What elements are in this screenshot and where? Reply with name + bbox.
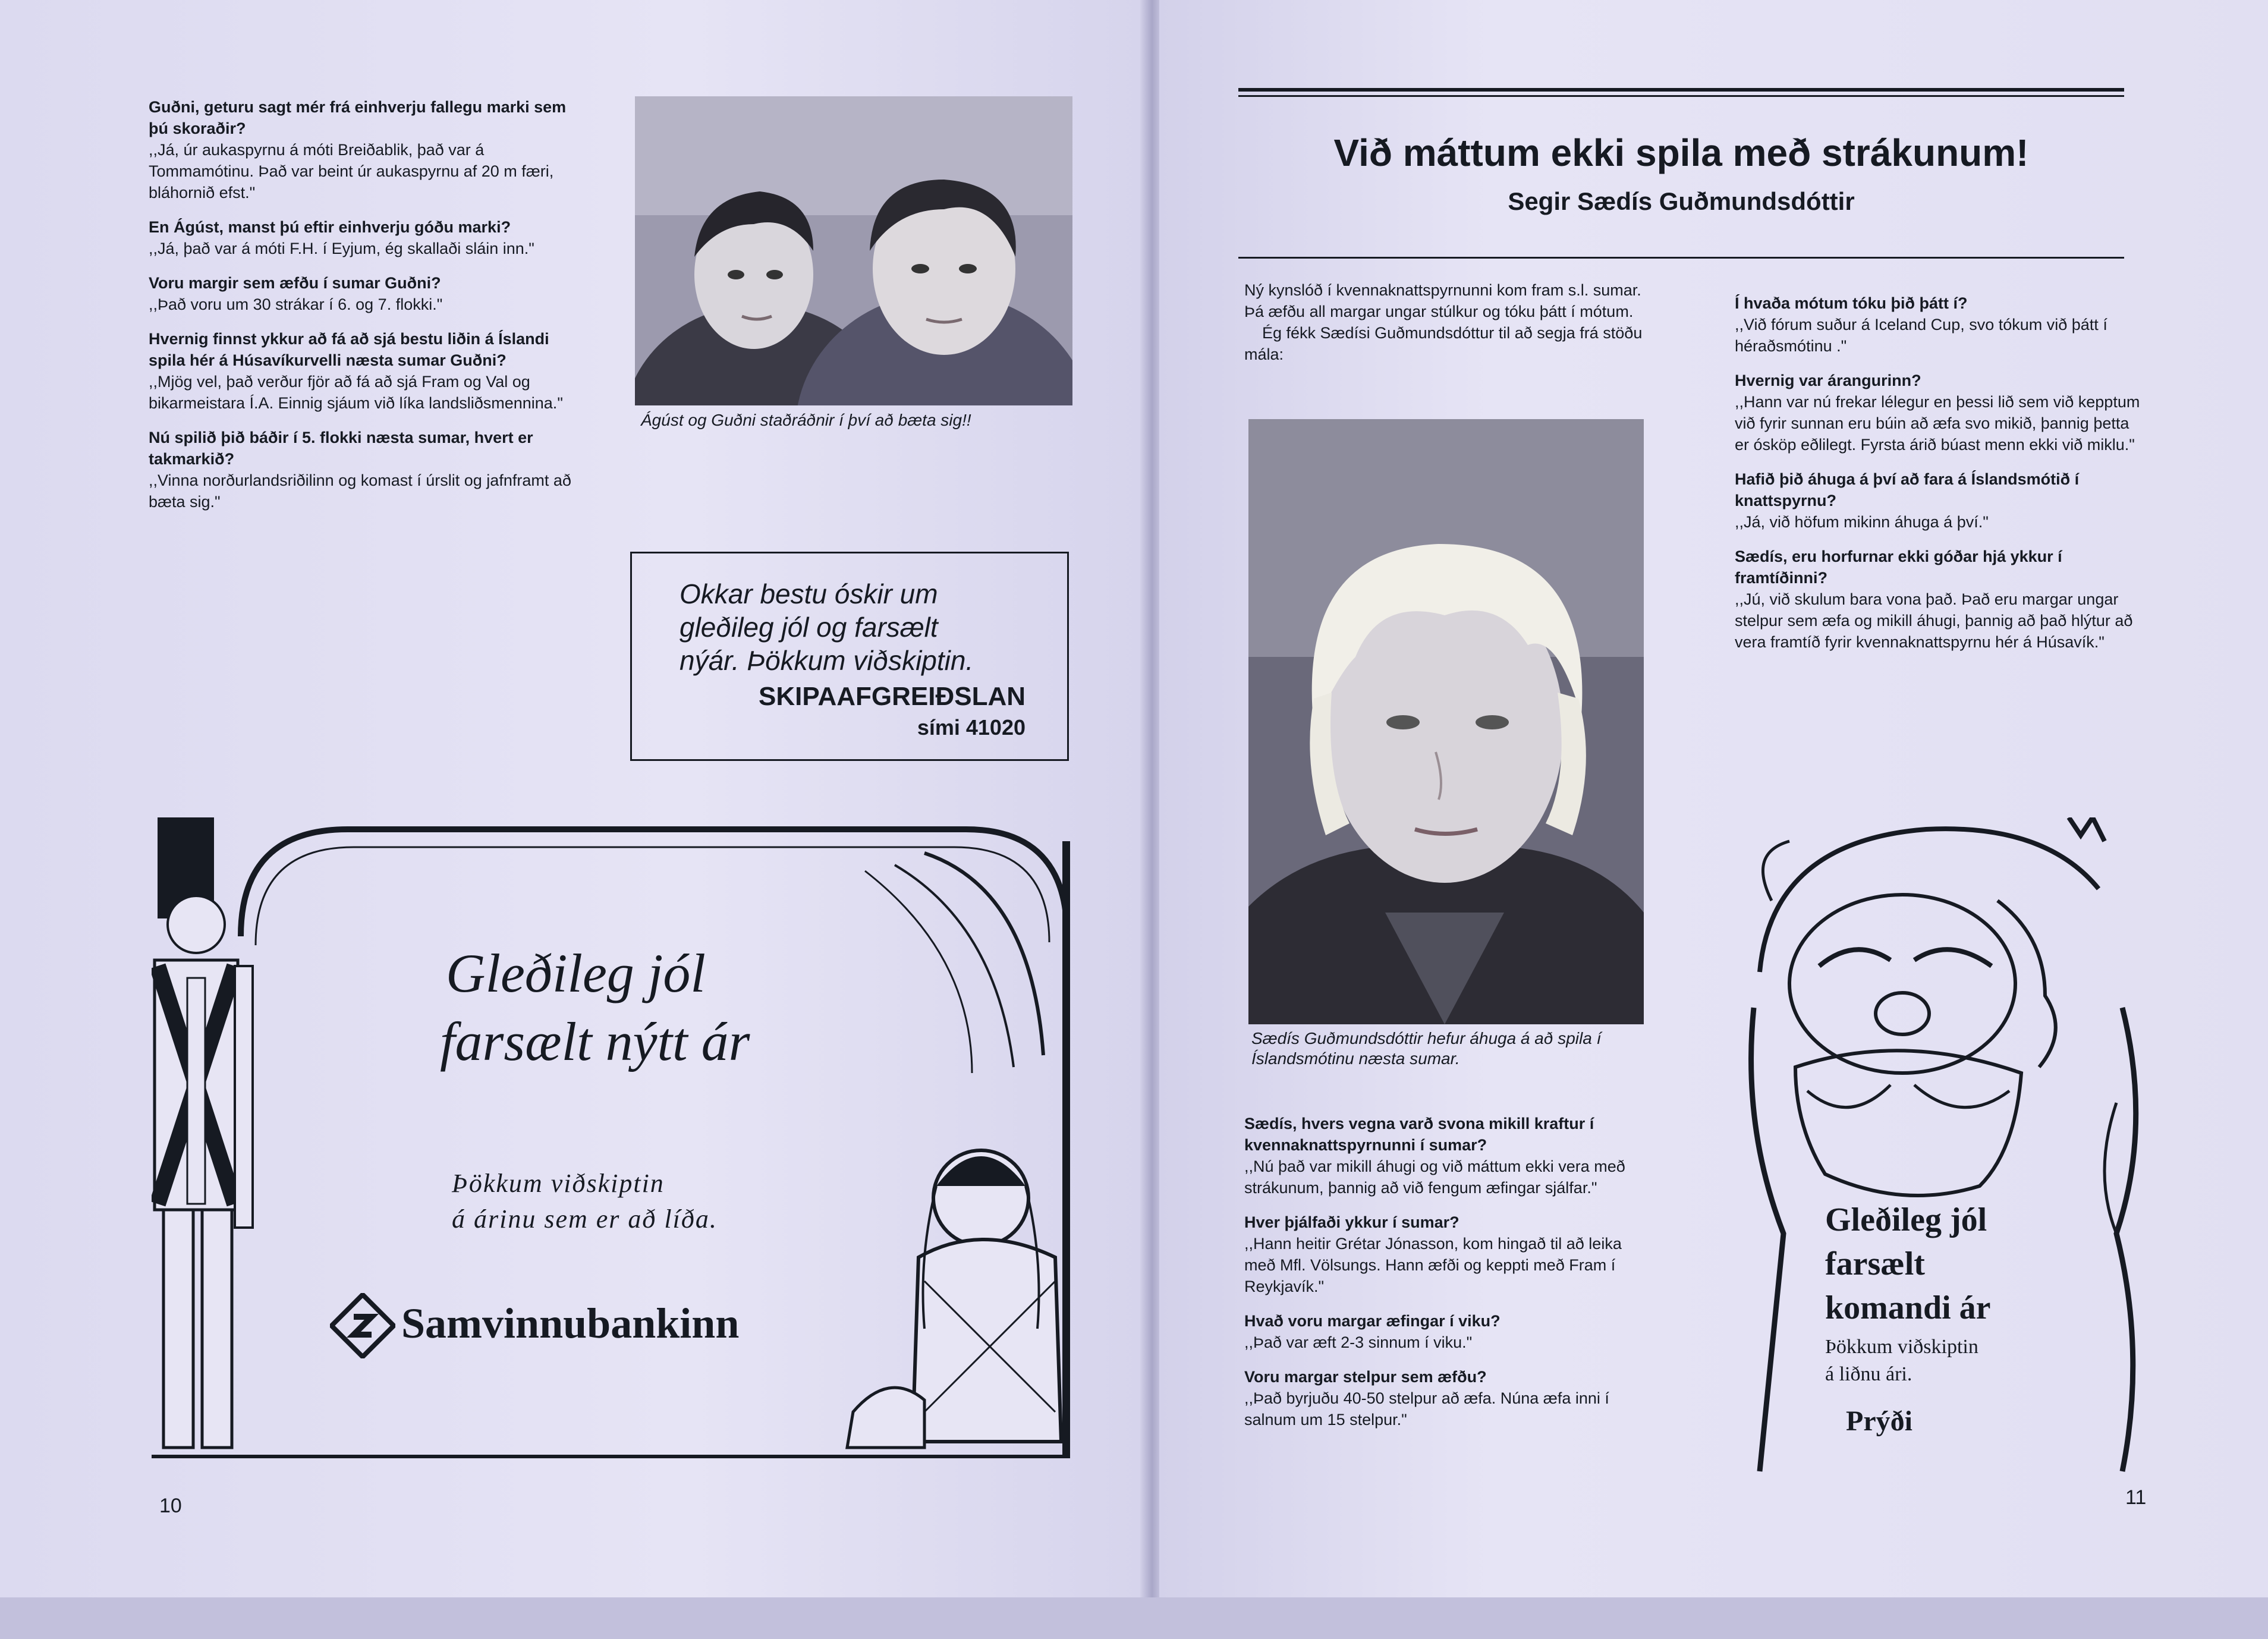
santa-ad-line: komandi ár: [1825, 1289, 1991, 1326]
saedis-interview-right: [1735, 292, 2145, 653]
saedis-photo: [1248, 419, 1644, 1024]
interview-answer: ,,Vinna norðurlandsriðilinn og komast í úrslit og jafnframt að bæta sig.": [149, 471, 571, 511]
interview-question: Í hvaða mótum tóku þið þátt í?: [1735, 294, 1968, 312]
article-headline: Við máttum ekki spila með strákunum!: [1333, 131, 2029, 174]
intro-paragraph: Ný kynslóð í kvennaknattspyrnunni kom fram s.l. sumar. Þá æfðu all margar ungar stúlkur og tóku þátt í mótum.: [1244, 281, 1641, 320]
table-surface: [0, 1597, 2268, 1639]
shipping-company-name: SKIPAAFGREIÐSLAN: [759, 682, 1026, 711]
boys-interview: [149, 96, 577, 512]
santa-ad-greeting: [1825, 1198, 1991, 1330]
interview-question: Hvað voru margar æfingar í viku?: [1244, 1312, 1501, 1330]
interview-answer: ,,Já, við höfum mikinn áhuga á því.": [1735, 513, 1989, 531]
boys-photo-caption: Ágúst og Guðni staðráðnir í því að bæta sig!!: [641, 411, 971, 429]
interview-question: Guðni, geturu sagt mér frá einhverju fallegu marki sem þú skoraðir?: [149, 98, 567, 137]
page-number: 11: [2125, 1486, 2147, 1509]
interview-question: Hver þjálfaði ykkur í sumar?: [1244, 1213, 1459, 1231]
shipping-ad: [630, 552, 1069, 761]
santa-ad-thanks-line: á liðnu ári.: [1825, 1363, 1912, 1385]
interview-answer: ,,Mjög vel, það verður fjör að fá að sjá Fram og Val og bikarmeistara Í.A. Einnig sjáum við líka landsliðsmennina.": [149, 373, 563, 412]
interview-answer: ,,Það byrjuðu 40-50 stelpur að æfa. Núna æfa inni í salnum um 15 stelpur.": [1244, 1389, 1609, 1429]
interview-answer: ,,Við fórum suður á Iceland Cup, svo tókum við þátt í héraðsmótinu .": [1735, 316, 2107, 355]
interview-answer: ,,Nú það var mikill áhugi og við máttum ekki vera með strákunum, þannig að við fengum æfingar sjálfar.": [1244, 1157, 1625, 1197]
interview-question: Hafið þið áhuga á því að fara á Íslandsmótið í knattspyrnu?: [1735, 470, 2080, 509]
interview-question: Sædís, hvers vegna varð svona mikill kraftur í kvennaknattspyrnunni í sumar?: [1244, 1115, 1594, 1154]
page-number: 10: [159, 1495, 182, 1517]
santa-ad-line: Gleðileg jól: [1825, 1201, 1987, 1238]
saedis-interview-left: [1244, 1113, 1654, 1430]
interview-answer: ,,Það voru um 30 strákar í 6. og 7. flokki.": [149, 295, 443, 313]
article-subhead: Segir Sædís Guðmundsdóttir: [1508, 187, 1855, 215]
boys-photo: [635, 96, 1072, 405]
santa-ad-line: farsælt: [1825, 1245, 1925, 1282]
shipping-ad-line: Okkar bestu óskir um: [680, 578, 938, 609]
interview-answer: ,,Já, úr aukaspyrnu á móti Breiðablik, það var á Tommamótinu. Það var beint úr aukaspyrnu af 20 m færi, bláhornið efst.": [149, 141, 554, 202]
bank-ad-thanks: á árinu sem er að líða.: [452, 1204, 718, 1234]
saedis-photo-caption: Sædís Guðmundsdóttir hefur áhuga á að spila í Íslandsmótinu næsta sumar.: [1251, 1029, 1602, 1068]
bank-ad-greeting: Gleðileg jól: [446, 943, 706, 1003]
interview-question: Voru margar stelpur sem æfðu?: [1244, 1368, 1487, 1386]
bank-ad-thanks: Þökkum viðskiptin: [452, 1169, 665, 1198]
interview-answer: ,,Hann var nú frekar lélegur en þessi lið sem við kepptum við fyrir sunnan eru búin að æfa svo mikið, þannig þetta er ósköp eðlilegt. Fyrsta árið búast menn ekki við miklu.": [1735, 393, 2140, 454]
santa-ad-sender: Prýði: [1846, 1405, 1912, 1437]
bank-name: Samvinnubankinn: [401, 1300, 740, 1347]
top-rule: [1238, 88, 2124, 92]
interview-question: Voru margir sem æfðu í sumar Guðni?: [149, 274, 441, 292]
santa-ad-thanks: [1825, 1333, 1978, 1388]
interview-question: Hvernig var árangurinn?: [1735, 372, 1921, 389]
interview-question: Nú spilið þið báðir í 5. flokki næsta sumar, hvert er takmarkið?: [149, 429, 533, 468]
bank-ad-illustration: [152, 817, 1070, 1458]
interview-answer: ,,Já, það var á móti F.H. í Eyjum, ég skallaði sláin inn.": [149, 240, 534, 257]
subhead-rule: [1238, 257, 2124, 259]
bank-ad-greeting: farsælt nýtt ár: [440, 1011, 750, 1072]
right-page: [1159, 0, 2268, 1639]
bank-ad: [152, 817, 1070, 1458]
interview-answer: ,,Hann heitir Grétar Jónasson, kom hingað til að leika með Mfl. Völsungs. Hann æfði og keppti með Fram í Reykjavík.": [1244, 1235, 1622, 1295]
shipping-phone: sími 41020: [917, 715, 1026, 740]
interview-question: En Ágúst, manst þú eftir einhverju góðu marki?: [149, 218, 511, 236]
intro-paragraph: Ég fékk Sædísi Guðmundsdóttur til að segja frá stöðu mála:: [1244, 324, 1643, 363]
interview-question: Hvernig finnst ykkur að fá að sjá bestu liðin á Íslandi spila hér á Húsavíkurvelli næsta sumar Guðni?: [149, 330, 549, 369]
interview-question: Sædís, eru horfurnar ekki góðar hjá ykkur í framtíðinni?: [1735, 548, 2062, 587]
santa-ad: [1736, 817, 2140, 1480]
interview-answer: ,,Það var æft 2-3 sinnum í viku.": [1244, 1333, 1473, 1351]
santa-ad-thanks-line: Þökkum viðskiptin: [1825, 1336, 1978, 1358]
interview-answer: ,,Jú, við skulum bara vona það. Það eru margar ungar stelpur sem æfa og mikill áhugi, þannig að það hlýtur að vera framtíð fyrir kvennaknattspyrnu hér á Húsavík.": [1735, 590, 2133, 651]
shipping-ad-line: nýár. Þökkum viðskiptin.: [680, 645, 974, 676]
top-rule: [1238, 95, 2124, 97]
article-intro: [1244, 279, 1643, 365]
shipping-ad-line: gleðileg jól og farsælt: [680, 612, 938, 643]
samvinnubankinn-logo-icon: [330, 1293, 395, 1358]
